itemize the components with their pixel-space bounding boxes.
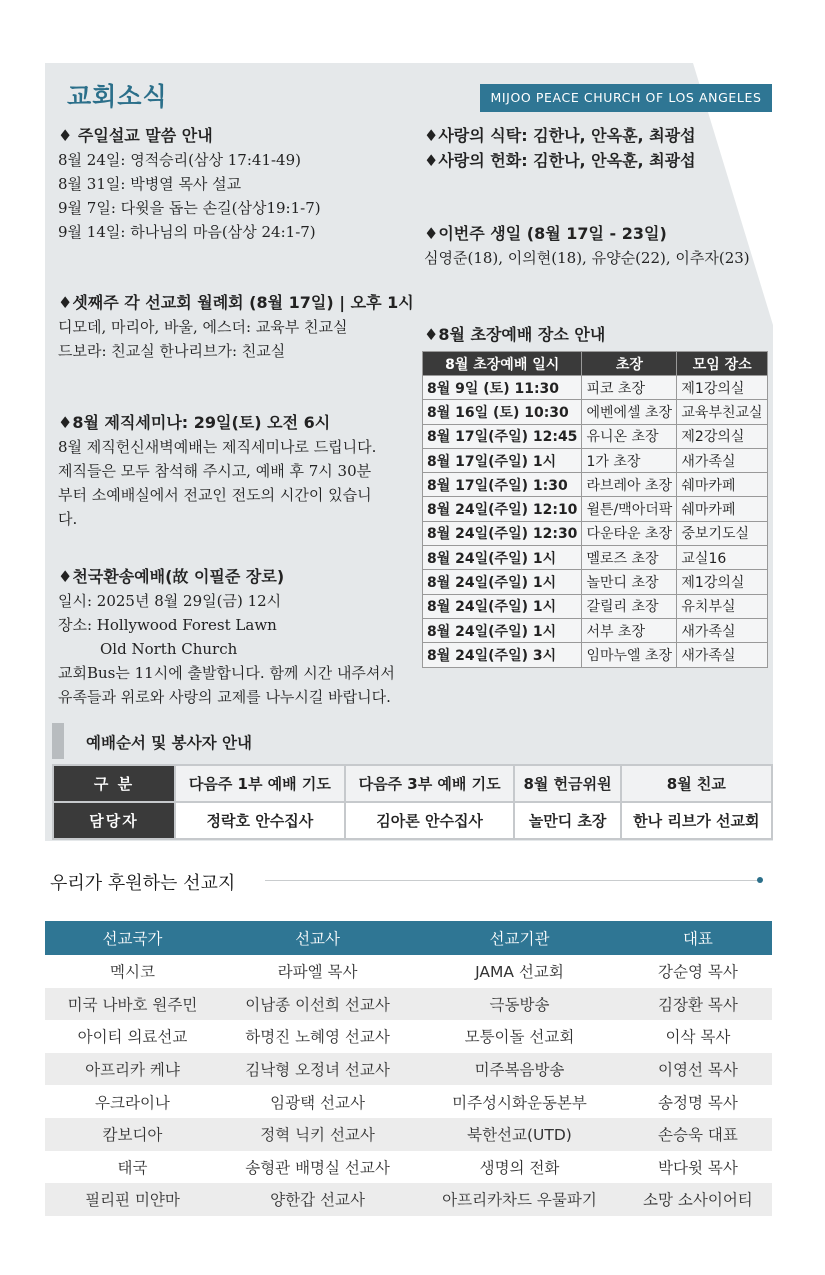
- mission-org: 미주복음방송: [415, 1053, 624, 1086]
- seminar-line: 8월 제직헌신새벽예배는 제직세미나로 드립니다.: [58, 438, 377, 456]
- mission-country: 멕시코: [110, 963, 155, 982]
- funeral-heading: ♦천국환송예배(故 이필준 장로): [58, 567, 285, 586]
- outreach-heading: ♦8월 초장예배 장소 안내: [424, 325, 606, 344]
- outreach-place: 제1강의실: [677, 376, 768, 400]
- mission-rep: 소망 소사이어티: [624, 1183, 772, 1216]
- outreach-time: 8월 9일 (토) 11:30: [423, 376, 582, 400]
- love-offering-line: ♦사랑의 헌화: 김한나, 안옥훈, 최광섭: [424, 151, 696, 170]
- outreach-time: 8월 17일(주일) 12:45: [423, 424, 582, 448]
- outreach-group: 윌튼/맥아더팍: [582, 497, 677, 521]
- mission-org: JAMA 선교회: [475, 963, 564, 982]
- missions-title: 우리가 후원하는 선교지: [50, 873, 236, 894]
- column-header: 선교기관: [415, 921, 624, 955]
- mission-meeting-section: [58, 290, 414, 363]
- mission-org: 아프리카차드 우물파기: [415, 1183, 624, 1216]
- row-label: 담당자: [53, 802, 175, 839]
- outreach-group: 멜로즈 초장: [582, 546, 677, 570]
- outreach-place: 유치부실: [677, 594, 768, 618]
- outreach-group: 라브레아 초장: [582, 473, 677, 497]
- mission-meeting-line: 디모데, 마리아, 바울, 에스더: 교육부 친교실: [58, 318, 348, 336]
- mission-rep: 강순영 목사: [658, 963, 738, 982]
- table-row: [423, 448, 768, 472]
- table-row: [45, 955, 772, 988]
- duty-person: 김아론 안수집사: [345, 802, 515, 839]
- duty-name: 8월 헌금위원: [514, 765, 620, 802]
- divider-dot: [757, 877, 763, 883]
- outreach-time: 8월 17일(주일) 1:30: [423, 473, 582, 497]
- missionary: 송형관 배명실 선교사: [245, 1158, 390, 1177]
- outreach-group: 갈릴리 초장: [582, 594, 677, 618]
- sermon-line: 9월 14일: 하나님의 마음(삼상 24:1-7): [58, 223, 316, 241]
- missionary: 라파엘 목사: [277, 963, 358, 982]
- table-row: [423, 618, 768, 642]
- mission-org: 극동방송: [415, 988, 624, 1021]
- outreach-place: 새가족실: [677, 448, 768, 472]
- outreach-time: 8월 24일(주일) 12:10: [423, 497, 582, 521]
- outreach-group: 1가 초장: [582, 448, 677, 472]
- mission-rep: 이삭 목사: [665, 1028, 731, 1047]
- outreach-place: 쉐마카페: [677, 497, 768, 521]
- table-row: [423, 570, 768, 594]
- outreach-group: 놀만디 초장: [582, 570, 677, 594]
- outreach-section: [424, 322, 605, 347]
- outreach-group: 에벤에셀 초장: [582, 400, 677, 424]
- page-title: 교회소식: [67, 82, 168, 111]
- column-header: 선교국가: [45, 921, 220, 955]
- table-row: [423, 400, 768, 424]
- outreach-place: 새가족실: [677, 618, 768, 642]
- table-row: [423, 521, 768, 545]
- table-row: [45, 1085, 772, 1118]
- birthday-names: 심영준(18), 이의현(18), 유양순(22), 이추자(23): [424, 249, 750, 267]
- outreach-place: 교육부친교실: [677, 400, 768, 424]
- mission-rep: 김장환 목사: [624, 988, 772, 1021]
- duty-person: 놀만디 초장: [514, 802, 620, 839]
- mission-country: 태국: [117, 1158, 148, 1177]
- mission-org: 미주성시화운동본부: [452, 1093, 587, 1112]
- table-row: [423, 643, 768, 667]
- table-row: [423, 473, 768, 497]
- church-name-badge: MIJOO PEACE CHURCH OF LOS ANGELES: [480, 84, 772, 112]
- outreach-group: 임마누엘 초장: [582, 643, 677, 667]
- outreach-time: 8월 24일(주일) 1시: [423, 594, 582, 618]
- duty-name: 다음주 3부 예배 기도: [345, 765, 515, 802]
- table-row: [423, 376, 768, 400]
- missionary: 양한갑 선교사: [220, 1183, 415, 1216]
- outreach-table: [422, 351, 768, 668]
- funeral-line: 유족들과 위로와 사랑의 교제를 나누시길 바랍니다.: [58, 688, 391, 706]
- outreach-place: 새가족실: [677, 643, 768, 667]
- mission-rep: 손승욱 대표: [624, 1118, 772, 1151]
- sermon-section: [58, 123, 321, 244]
- column-header: 선교사: [220, 921, 415, 955]
- divider: [265, 880, 758, 881]
- section-accent-bar: [52, 723, 64, 759]
- outreach-time: 8월 16일 (토) 10:30: [423, 400, 582, 424]
- outreach-place: 제2강의실: [677, 424, 768, 448]
- missionary: 김낙형 오정녀 선교사: [220, 1053, 415, 1086]
- missions-table: [45, 921, 772, 1216]
- column-header: 8월 초장예배 일시: [423, 352, 582, 376]
- mission-org: 생명의 전화: [479, 1158, 560, 1177]
- funeral-line: 장소: Hollywood Forest Lawn: [58, 616, 277, 634]
- birthday-heading: ♦이번주 생일 (8월 17일 - 23일): [424, 224, 667, 243]
- outreach-time: 8월 17일(주일) 1시: [423, 448, 582, 472]
- funeral-line: 교회Bus는 11시에 출발합니다. 함께 시간 내주셔서: [58, 664, 395, 682]
- missionary: 정혁 닉키 선교사: [220, 1118, 415, 1151]
- outreach-time: 8월 24일(주일) 3시: [423, 643, 582, 667]
- missionary: 이남종 이선희 선교사: [220, 988, 415, 1021]
- seminar-line: 제직들은 모두 참석해 주시고, 예배 후 7시 30분: [58, 462, 372, 480]
- mission-country: 아이티 의료선교: [77, 1028, 188, 1047]
- seminar-line: 부터 소예배실에서 전교인 전도의 시간이 있습니: [58, 486, 372, 504]
- table-row: [423, 424, 768, 448]
- sermon-heading: ♦ 주일설교 말씀 안내: [58, 126, 213, 145]
- love-table-line: ♦사랑의 식탁: 김한나, 안옥훈, 최광섭: [424, 126, 696, 145]
- worship-order-table: [52, 764, 773, 840]
- funeral-line: Old North Church: [100, 640, 238, 658]
- seminar-heading: ♦8월 제직세미나: 29일(토) 오전 6시: [58, 413, 331, 432]
- mission-rep: 송정명 목사: [658, 1093, 738, 1112]
- table-row: [423, 546, 768, 570]
- duty-name: 다음주 1부 예배 기도: [175, 765, 345, 802]
- outreach-place: 교실16: [677, 546, 768, 570]
- mission-rep: 이영선 목사: [624, 1053, 772, 1086]
- sermon-line: 9월 7일: 다윗을 돕는 손길(삼상19:1-7): [58, 199, 321, 217]
- row-label: 구 분: [53, 765, 175, 802]
- outreach-time: 8월 24일(주일) 12:30: [423, 521, 582, 545]
- birthday-section: [424, 221, 750, 270]
- seminar-section: [58, 410, 376, 531]
- table-row: [423, 497, 768, 521]
- outreach-place: 중보기도실: [677, 521, 768, 545]
- love-section: [424, 123, 696, 173]
- column-header: 초장: [582, 352, 677, 376]
- mission-meeting-heading: ♦셋째주 각 선교회 월례회 (8월 17일) | 오후 1시: [58, 293, 414, 312]
- mission-country: 미국 나바호 원주민: [45, 988, 220, 1021]
- table-row: [45, 1118, 772, 1151]
- outreach-place: 쉐마카페: [677, 473, 768, 497]
- column-header: 모임 장소: [677, 352, 768, 376]
- table-row: [423, 594, 768, 618]
- duty-person: 한나 리브가 선교회: [621, 802, 772, 839]
- table-row: [45, 1020, 772, 1053]
- outreach-group: 다운타운 초장: [582, 521, 677, 545]
- outreach-group: 서부 초장: [582, 618, 677, 642]
- column-header: 대표: [624, 921, 772, 955]
- outreach-header-row: [423, 352, 768, 376]
- sermon-line: 8월 31일: 박병열 목사 설교: [58, 175, 242, 193]
- duty-person: 정락호 안수집사: [175, 802, 345, 839]
- outreach-time: 8월 24일(주일) 1시: [423, 618, 582, 642]
- outreach-group: 피코 초장: [582, 376, 677, 400]
- table-row: [53, 765, 772, 802]
- funeral-line: 일시: 2025년 8월 29일(금) 12시: [58, 592, 282, 610]
- outreach-time: 8월 24일(주일) 1시: [423, 570, 582, 594]
- mission-org: 북한선교(UTD): [415, 1118, 624, 1151]
- sermon-line: 8월 24일: 영적승리(삼상 17:41-49): [58, 151, 301, 169]
- mission-rep: 박다윗 목사: [658, 1158, 738, 1177]
- mission-country: 우크라이나: [95, 1093, 170, 1112]
- mission-country: 아프리카 케냐: [45, 1053, 220, 1086]
- missionary: 하명진 노혜영 선교사: [245, 1028, 390, 1047]
- mission-country: 캄보디아: [45, 1118, 220, 1151]
- outreach-place: 제1강의실: [677, 570, 768, 594]
- funeral-section: [58, 564, 395, 709]
- seminar-line: 다.: [58, 510, 78, 528]
- mission-meeting-line: 드보라: 친교실 한나리브가: 친교실: [58, 342, 286, 360]
- table-row: [45, 988, 772, 1021]
- mission-org: 모퉁이돌 선교회: [464, 1028, 575, 1047]
- outreach-time: 8월 24일(주일) 1시: [423, 546, 582, 570]
- table-row: [45, 1183, 772, 1216]
- mission-country: 필리핀 미얀마: [45, 1183, 220, 1216]
- table-row: [45, 1053, 772, 1086]
- outreach-group: 유니온 초장: [582, 424, 677, 448]
- missionary: 임광택 선교사: [270, 1093, 365, 1112]
- table-row: [53, 802, 772, 839]
- missions-header-row: [45, 921, 772, 955]
- table-row: [45, 1151, 772, 1184]
- duty-name: 8월 친교: [621, 765, 772, 802]
- worship-order-title: 예배순서 및 봉사자 안내: [86, 734, 252, 752]
